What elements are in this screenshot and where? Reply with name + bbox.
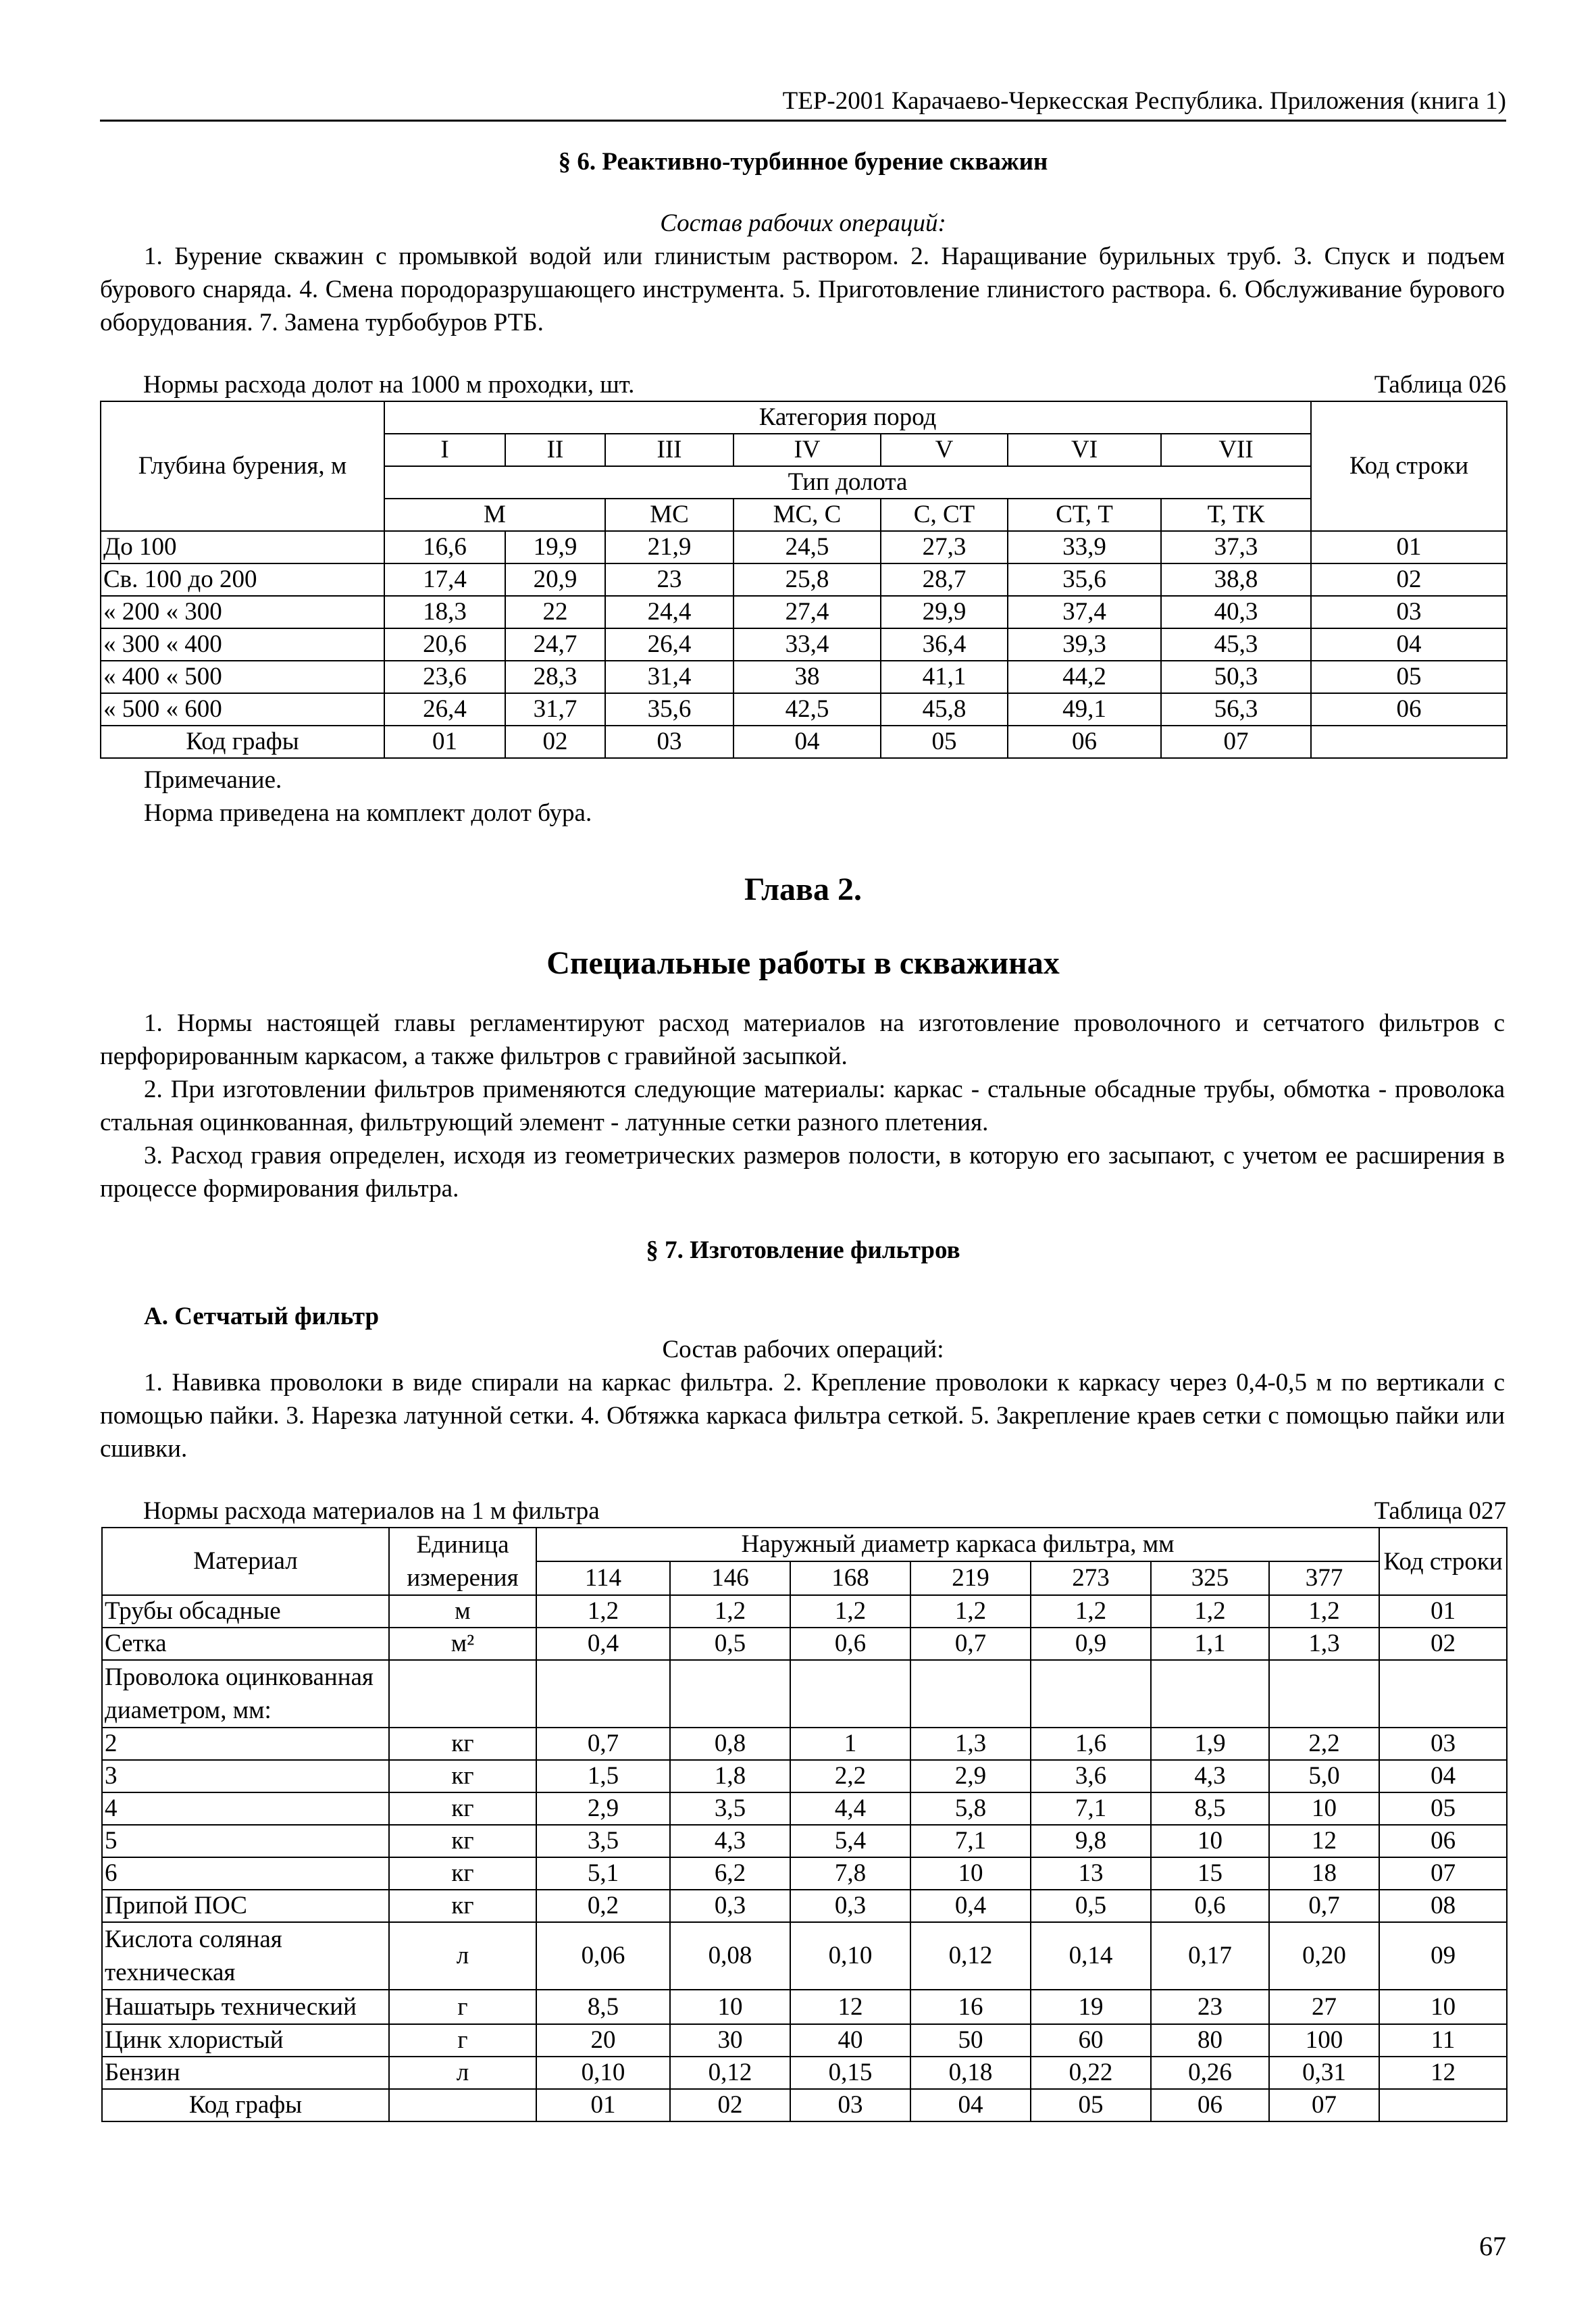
value-cell: 23 <box>605 563 733 596</box>
table-027 <box>101 1527 1508 2122</box>
rock-category-cell: VI <box>1008 434 1161 466</box>
empty-cell <box>389 2089 536 2121</box>
value-cell: 44,2 <box>1008 661 1161 693</box>
value-cell: 0,6 <box>790 1628 910 1660</box>
value-cell: 0,26 <box>1151 2057 1269 2089</box>
value-cell: 17,4 <box>384 563 505 596</box>
unit-cell: кг <box>389 1792 536 1825</box>
column-code-cell: 03 <box>790 2089 910 2121</box>
diameter-cell: 377 <box>1269 1561 1379 1595</box>
diameter-cell: 273 <box>1031 1561 1151 1595</box>
table-row <box>102 1760 1507 1792</box>
value-cell: 7,1 <box>910 1825 1031 1857</box>
value-cell: 0,4 <box>536 1628 670 1660</box>
value-cell: 56,3 <box>1161 693 1311 726</box>
value-cell: 10 <box>1269 1792 1379 1825</box>
value-cell: 5,4 <box>790 1825 910 1857</box>
column-code-cell: 02 <box>670 2089 790 2121</box>
table-row <box>102 1922 1507 1990</box>
value-cell: 49,1 <box>1008 693 1161 726</box>
value-cell: 2,9 <box>536 1792 670 1825</box>
diameter-cell: 146 <box>670 1561 790 1595</box>
material-cell: 6 <box>102 1857 389 1890</box>
row-code-cell: 01 <box>1311 531 1507 563</box>
value-cell: 16,6 <box>384 531 505 563</box>
value-cell: 0,6 <box>1151 1890 1269 1922</box>
column-code-cell: 05 <box>1031 2089 1151 2121</box>
column-code-cell: 04 <box>910 2089 1031 2121</box>
material-cell: 3 <box>102 1760 389 1792</box>
value-cell: 60 <box>1031 2024 1151 2057</box>
material-cell: Проволока оцинкованная диаметром, мм: <box>102 1660 389 1728</box>
value-cell: 0,10 <box>536 2057 670 2089</box>
value-cell: 40,3 <box>1161 596 1311 628</box>
table-row <box>102 1825 1507 1857</box>
value-cell: 0,08 <box>670 1922 790 1990</box>
value-cell: 26,4 <box>384 693 505 726</box>
rock-category-cell: III <box>605 434 733 466</box>
column-code-cell: 05 <box>881 726 1008 758</box>
header-material: Материал <box>102 1528 389 1595</box>
value-cell: 27,4 <box>733 596 881 628</box>
row-code-cell: 02 <box>1379 1628 1507 1660</box>
rock-category-cell: IV <box>733 434 881 466</box>
value-cell: 27,3 <box>881 531 1008 563</box>
value-cell <box>1151 1660 1269 1728</box>
value-cell: 16 <box>910 1990 1031 2024</box>
value-cell: 0,7 <box>1269 1890 1379 1922</box>
value-cell: 0,4 <box>910 1890 1031 1922</box>
value-cell: 9,8 <box>1031 1825 1151 1857</box>
column-code-cell: 01 <box>384 726 505 758</box>
row-code-cell: 06 <box>1311 693 1507 726</box>
value-cell: 0,22 <box>1031 2057 1151 2089</box>
material-cell: 2 <box>102 1728 389 1760</box>
value-cell: 0,20 <box>1269 1922 1379 1990</box>
row-code-cell: 12 <box>1379 2057 1507 2089</box>
value-cell: 4,4 <box>790 1792 910 1825</box>
section-6-title: § 6. Реактивно-турбинное бурение скважин <box>558 148 1048 176</box>
row-code-cell: 04 <box>1379 1760 1507 1792</box>
table-027-title: Нормы расхода материалов на 1 м фильтра <box>143 1497 600 1525</box>
value-cell: 3,6 <box>1031 1760 1151 1792</box>
value-cell: 45,3 <box>1161 628 1311 661</box>
unit-cell: л <box>389 2057 536 2089</box>
subsection-a-title: А. Сетчатый фильтр <box>144 1303 380 1330</box>
material-cell: 4 <box>102 1792 389 1825</box>
value-cell: 38,8 <box>1161 563 1311 596</box>
value-cell: 0,2 <box>536 1890 670 1922</box>
table-header-row <box>102 1528 1507 1561</box>
value-cell: 31,7 <box>505 693 605 726</box>
value-cell: 0,7 <box>536 1728 670 1760</box>
value-cell: 12 <box>1269 1825 1379 1857</box>
section-7-ops-text <box>100 1366 1505 1465</box>
row-code-cell: 05 <box>1379 1792 1507 1825</box>
value-cell <box>910 1660 1031 1728</box>
value-cell: 1,3 <box>910 1728 1031 1760</box>
chapter-2-paragraph-3: 3. Расход гравия определен, исходя из геометрических размеров полости, в которую его засыпают, с учетом ее расширения в процессе формирования фильтра. <box>100 1142 1505 1203</box>
value-cell: 1 <box>790 1728 910 1760</box>
row-code-cell: 04 <box>1311 628 1507 661</box>
header-rock-category: Категория пород <box>384 401 1311 434</box>
value-cell: 0,17 <box>1151 1922 1269 1990</box>
table-row <box>102 1857 1507 1890</box>
table-row <box>101 596 1507 628</box>
unit-cell: кг <box>389 1825 536 1857</box>
header-unit: Единица измерения <box>389 1528 536 1595</box>
rock-category-cell: II <box>505 434 605 466</box>
bit-type-cell: МС, С <box>733 499 881 531</box>
table-row <box>102 1792 1507 1825</box>
unit-cell: кг <box>389 1857 536 1890</box>
value-cell: 2,2 <box>790 1760 910 1792</box>
rock-category-cell: VII <box>1161 434 1311 466</box>
row-code-cell: 08 <box>1379 1890 1507 1922</box>
table-row <box>102 1728 1507 1760</box>
value-cell: 37,3 <box>1161 531 1311 563</box>
value-cell: 23,6 <box>384 661 505 693</box>
value-cell: 1,9 <box>1151 1728 1269 1760</box>
material-cell: Припой ПОС <box>102 1890 389 1922</box>
column-code-cell: 06 <box>1151 2089 1269 2121</box>
depth-cell: До 100 <box>101 531 384 563</box>
table-026-number: Таблица 026 <box>1374 371 1506 399</box>
table-row <box>101 628 1507 661</box>
value-cell: 39,3 <box>1008 628 1161 661</box>
column-code-cell: 07 <box>1161 726 1311 758</box>
row-code-cell: 01 <box>1379 1595 1507 1628</box>
table-row <box>101 661 1507 693</box>
chapter-2-subtitle: Специальные работы в скважинах <box>546 945 1060 981</box>
section-6-ops-heading: Состав рабочих операций: <box>660 209 946 237</box>
value-cell: 1,2 <box>536 1595 670 1628</box>
material-cell: Сетка <box>102 1628 389 1660</box>
value-cell: 0,9 <box>1031 1628 1151 1660</box>
value-cell <box>670 1660 790 1728</box>
unit-cell: кг <box>389 1890 536 1922</box>
material-cell: Бензин <box>102 2057 389 2089</box>
unit-cell: м² <box>389 1628 536 1660</box>
depth-cell: « 200 « 300 <box>101 596 384 628</box>
section-6-ops-text <box>100 240 1505 339</box>
row-code-cell: 03 <box>1379 1728 1507 1760</box>
value-cell: 8,5 <box>536 1990 670 2024</box>
value-cell: 5,1 <box>536 1857 670 1890</box>
column-code-cell: 02 <box>505 726 605 758</box>
value-cell: 26,4 <box>605 628 733 661</box>
diameter-cell: 114 <box>536 1561 670 1595</box>
value-cell: 0,06 <box>536 1922 670 1990</box>
running-header: ТЕР-2001 Карачаево-Черкесская Республика. Приложения (книга 1) <box>100 84 1506 122</box>
header-row-code: Код строки <box>1379 1528 1507 1595</box>
column-code-cell: 06 <box>1008 726 1161 758</box>
header-depth: Глубина бурения, м <box>101 401 384 531</box>
value-cell: 0,12 <box>670 2057 790 2089</box>
header-row-code: Код строки <box>1311 401 1507 531</box>
row-code-cell: 07 <box>1379 1857 1507 1890</box>
value-cell: 15 <box>1151 1857 1269 1890</box>
table-026-note-text: Норма приведена на комплект долот бура. <box>144 799 592 827</box>
value-cell: 28,7 <box>881 563 1008 596</box>
chapter-2-paragraph-1: 1. Нормы настоящей главы регламентируют расход материалов на изготовление проволочного и сетчатого фильтров с перфорированным каркасом, а также фильтров с гравийной засыпкой. <box>100 1009 1505 1070</box>
table-026-note-label: Примечание. <box>144 766 282 794</box>
value-cell: 10 <box>1151 1825 1269 1857</box>
table-026-title: Нормы расхода долот на 1000 м проходки, шт. <box>143 371 635 399</box>
value-cell: 29,9 <box>881 596 1008 628</box>
chapter-2-intro <box>100 1007 1505 1205</box>
empty-cell <box>1311 726 1507 758</box>
depth-cell: « 400 « 500 <box>101 661 384 693</box>
column-code-row <box>102 2089 1507 2121</box>
section-7-ops-paragraph: 1. Навивка проволоки в виде спирали на каркас фильтра. 2. Крепление проволоки к каркасу через 0,4-0,5 м по вертикали с помощью пайки. 3. Нарезка латунной сетки. 4. Обтяжка каркаса фильтра сеткой. 5. Закрепление краев сетки с помощью пайки или сшивки. <box>100 1369 1505 1463</box>
value-cell: 0,31 <box>1269 2057 1379 2089</box>
value-cell: 31,4 <box>605 661 733 693</box>
header-bit-type: Тип долота <box>384 466 1311 499</box>
value-cell: 36,4 <box>881 628 1008 661</box>
chapter-2-title: Глава 2. <box>744 872 862 907</box>
depth-cell: Св. 100 до 200 <box>101 563 384 596</box>
chapter-2-paragraph-2: 2. При изготовлении фильтров применяются следующие материалы: каркас - стальные обсадные трубы, обмотка - проволока стальная оцинкованная, фильтрующий элемент - латунные сетки разного плетения. <box>100 1076 1505 1136</box>
bit-type-cell: М <box>384 499 605 531</box>
value-cell: 7,1 <box>1031 1792 1151 1825</box>
value-cell: 0,5 <box>670 1628 790 1660</box>
value-cell: 12 <box>790 1990 910 2024</box>
value-cell: 100 <box>1269 2024 1379 2057</box>
value-cell: 24,5 <box>733 531 881 563</box>
material-cell: Трубы обсадные <box>102 1595 389 1628</box>
value-cell: 1,2 <box>910 1595 1031 1628</box>
value-cell: 33,4 <box>733 628 881 661</box>
value-cell: 2,9 <box>910 1760 1031 1792</box>
value-cell: 1,3 <box>1269 1628 1379 1660</box>
value-cell: 18 <box>1269 1857 1379 1890</box>
value-cell: 8,5 <box>1151 1792 1269 1825</box>
value-cell: 22 <box>505 596 605 628</box>
table-row <box>102 2057 1507 2089</box>
value-cell: 35,6 <box>605 693 733 726</box>
header-outer-diameter: Наружный диаметр каркаса фильтра, мм <box>536 1528 1379 1561</box>
value-cell: 13 <box>1031 1857 1151 1890</box>
material-cell: Нашатырь технический <box>102 1990 389 2024</box>
value-cell: 1,1 <box>1151 1628 1269 1660</box>
value-cell: 37,4 <box>1008 596 1161 628</box>
value-cell: 20,6 <box>384 628 505 661</box>
value-cell: 0,3 <box>790 1890 910 1922</box>
value-cell: 0,5 <box>1031 1890 1151 1922</box>
column-code-cell: 01 <box>536 2089 670 2121</box>
table-row <box>102 1595 1507 1628</box>
value-cell: 25,8 <box>733 563 881 596</box>
value-cell: 24,4 <box>605 596 733 628</box>
table-row <box>102 1890 1507 1922</box>
value-cell: 21,9 <box>605 531 733 563</box>
row-code-cell: 11 <box>1379 2024 1507 2057</box>
section-7-title: § 7. Изготовление фильтров <box>646 1236 960 1264</box>
value-cell: 0,3 <box>670 1890 790 1922</box>
row-code-cell: 10 <box>1379 1990 1507 2024</box>
bit-type-cell: СТ, Т <box>1008 499 1161 531</box>
value-cell: 10 <box>670 1990 790 2024</box>
rock-category-cell: I <box>384 434 505 466</box>
value-cell: 38 <box>733 661 881 693</box>
material-cell: 5 <box>102 1825 389 1857</box>
unit-cell: кг <box>389 1728 536 1760</box>
table-row <box>101 531 1507 563</box>
value-cell: 41,1 <box>881 661 1008 693</box>
section-6-ops-paragraph: 1. Бурение скважин с промывкой водой или глинистым раствором. 2. Наращивание бурильных труб. 3. Спуск и подъем бурового снаряда. 4. Смена породоразрушающего инструмента. 5. Приготовление глинистого раствора. 6. Обслуживание бурового оборудования. 7. Замена турбобуров РТБ. <box>100 243 1505 336</box>
empty-cell <box>1379 2089 1507 2121</box>
depth-cell: « 300 « 400 <box>101 628 384 661</box>
table-row <box>101 563 1507 596</box>
column-code-label: Код графы <box>101 726 384 758</box>
value-cell: 23 <box>1151 1990 1269 2024</box>
value-cell: 1,6 <box>1031 1728 1151 1760</box>
table-row <box>102 1628 1507 1660</box>
diameter-cell: 219 <box>910 1561 1031 1595</box>
value-cell: 7,8 <box>790 1857 910 1890</box>
value-cell <box>1269 1660 1379 1728</box>
value-cell: 6,2 <box>670 1857 790 1890</box>
value-cell: 50,3 <box>1161 661 1311 693</box>
section-7-ops-heading: Состав рабочих операций: <box>662 1336 944 1363</box>
value-cell: 20,9 <box>505 563 605 596</box>
value-cell: 40 <box>790 2024 910 2057</box>
value-cell: 2,2 <box>1269 1728 1379 1760</box>
value-cell: 0,8 <box>670 1728 790 1760</box>
depth-cell: « 500 « 600 <box>101 693 384 726</box>
page-number: 67 <box>1479 2231 1506 2261</box>
row-code-cell: 09 <box>1379 1922 1507 1990</box>
column-code-row <box>101 726 1507 758</box>
unit-cell: г <box>389 1990 536 2024</box>
value-cell: 5,0 <box>1269 1760 1379 1792</box>
value-cell <box>536 1660 670 1728</box>
value-cell: 1,5 <box>536 1760 670 1792</box>
value-cell: 19,9 <box>505 531 605 563</box>
bit-type-cell: МС <box>605 499 733 531</box>
diameter-cell: 325 <box>1151 1561 1269 1595</box>
value-cell: 0,14 <box>1031 1922 1151 1990</box>
value-cell: 42,5 <box>733 693 881 726</box>
value-cell: 4,3 <box>1151 1760 1269 1792</box>
bit-type-cell: С, СТ <box>881 499 1008 531</box>
table-row <box>102 1990 1507 2024</box>
value-cell <box>790 1660 910 1728</box>
table-027-caption <box>100 1494 1506 1528</box>
row-code-cell: 06 <box>1379 1825 1507 1857</box>
value-cell: 35,6 <box>1008 563 1161 596</box>
table-027-number: Таблица 027 <box>1374 1497 1506 1525</box>
unit-cell: кг <box>389 1760 536 1792</box>
value-cell: 30 <box>670 2024 790 2057</box>
value-cell: 45,8 <box>881 693 1008 726</box>
column-code-cell: 03 <box>605 726 733 758</box>
table-026-caption <box>100 368 1506 401</box>
table-row <box>102 2024 1507 2057</box>
table-row <box>102 1660 1507 1728</box>
table-row <box>101 693 1507 726</box>
value-cell: 5,8 <box>910 1792 1031 1825</box>
value-cell: 4,3 <box>670 1825 790 1857</box>
table-header-row <box>101 401 1507 434</box>
value-cell: 19 <box>1031 1990 1151 2024</box>
table-026 <box>100 401 1508 759</box>
value-cell: 0,7 <box>910 1628 1031 1660</box>
value-cell: 0,10 <box>790 1922 910 1990</box>
value-cell: 28,3 <box>505 661 605 693</box>
row-code-cell: 02 <box>1311 563 1507 596</box>
diameter-cell: 168 <box>790 1561 910 1595</box>
value-cell: 3,5 <box>670 1792 790 1825</box>
value-cell: 80 <box>1151 2024 1269 2057</box>
value-cell <box>1031 1660 1151 1728</box>
row-code-cell <box>1379 1660 1507 1728</box>
value-cell: 1,2 <box>1269 1595 1379 1628</box>
value-cell: 0,12 <box>910 1922 1031 1990</box>
material-cell: Кислота соляная техническая <box>102 1922 389 1990</box>
value-cell: 20 <box>536 2024 670 2057</box>
unit-cell: м <box>389 1595 536 1628</box>
rock-category-cell: V <box>881 434 1008 466</box>
value-cell: 10 <box>910 1857 1031 1890</box>
value-cell: 33,9 <box>1008 531 1161 563</box>
value-cell: 50 <box>910 2024 1031 2057</box>
unit-cell <box>389 1660 536 1728</box>
value-cell: 1,2 <box>1151 1595 1269 1628</box>
value-cell: 0,15 <box>790 2057 910 2089</box>
bit-type-cell: Т, ТК <box>1161 499 1311 531</box>
material-cell: Цинк хлористый <box>102 2024 389 2057</box>
value-cell: 1,2 <box>1031 1595 1151 1628</box>
row-code-cell: 05 <box>1311 661 1507 693</box>
value-cell: 27 <box>1269 1990 1379 2024</box>
column-code-cell: 04 <box>733 726 881 758</box>
unit-cell: г <box>389 2024 536 2057</box>
column-code-cell: 07 <box>1269 2089 1379 2121</box>
value-cell: 0,18 <box>910 2057 1031 2089</box>
value-cell: 1,8 <box>670 1760 790 1792</box>
value-cell: 3,5 <box>536 1825 670 1857</box>
unit-cell: л <box>389 1922 536 1990</box>
value-cell: 24,7 <box>505 628 605 661</box>
value-cell: 1,2 <box>670 1595 790 1628</box>
value-cell: 18,3 <box>384 596 505 628</box>
value-cell: 1,2 <box>790 1595 910 1628</box>
column-code-label: Код графы <box>102 2089 389 2121</box>
row-code-cell: 03 <box>1311 596 1507 628</box>
